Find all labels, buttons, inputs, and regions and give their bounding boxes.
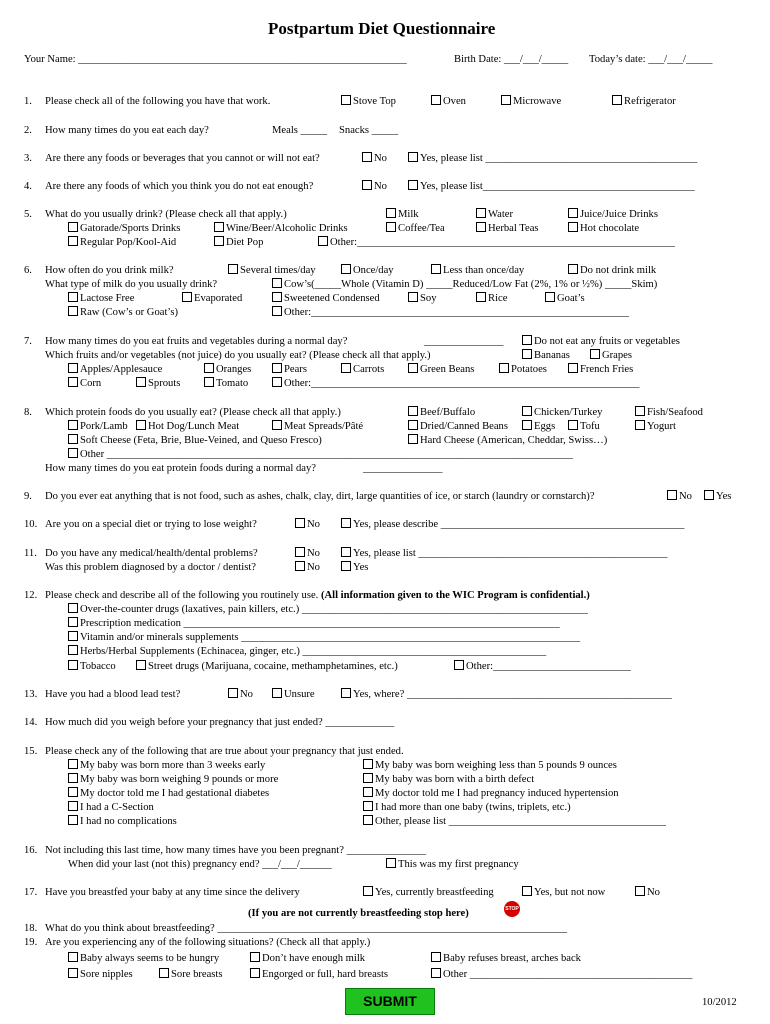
q17-yes-not-now-option[interactable]: Yes, but not now	[522, 886, 605, 899]
q8-howmany-text: How many times do you eat protein foods during a normal day?	[45, 463, 316, 474]
q13-text: Have you had a blood lead test?	[45, 689, 181, 700]
q16-number: 16.	[24, 845, 38, 856]
checkbox[interactable]	[363, 787, 373, 797]
q15-other-option[interactable]: Other, please list _________________________________________	[363, 815, 666, 828]
checkbox[interactable]	[408, 363, 418, 373]
checkbox[interactable]	[635, 406, 645, 416]
checkbox[interactable]	[363, 886, 373, 896]
q9-no-option[interactable]: No	[667, 490, 692, 503]
q11-number: 11.	[24, 548, 37, 559]
checkbox[interactable]	[214, 222, 224, 232]
q6-once-option[interactable]: Once/day	[341, 264, 394, 277]
checkbox[interactable]	[341, 518, 351, 528]
q8-hotdog-option[interactable]: Hot Dog/Lunch Meat	[136, 420, 239, 433]
q15-number: 15.	[24, 746, 38, 757]
q15-high-weight-option[interactable]: My baby was born weighing 9 pounds or more	[68, 773, 278, 786]
checkbox[interactable]	[522, 349, 532, 359]
q6-evaporated-option[interactable]: Evaporated	[182, 292, 242, 305]
checkbox[interactable]	[545, 292, 555, 302]
checkbox[interactable]	[568, 222, 578, 232]
q7-apples-option[interactable]: Apples/Applesauce	[68, 363, 162, 376]
checkbox[interactable]	[386, 858, 396, 868]
q6-text: How often do you drink milk?	[45, 265, 174, 276]
checkbox[interactable]	[408, 180, 418, 190]
checkbox[interactable]	[522, 406, 532, 416]
checkbox[interactable]	[68, 787, 78, 797]
q5-coffee-option[interactable]: Coffee/Tea	[386, 222, 445, 235]
q7-fries-option[interactable]: French Fries	[568, 363, 633, 376]
checkbox[interactable]	[363, 759, 373, 769]
checkbox[interactable]	[522, 886, 532, 896]
q10-text: Are you on a special diet or trying to lose weight?	[45, 519, 257, 530]
q1-oven-option[interactable]: Oven	[431, 95, 466, 108]
q7-donot-option[interactable]: Do not eat any fruits or vegetables	[522, 335, 680, 348]
q9-text: Do you ever eat anything that is not food, such as ashes, chalk, clay, dirt, large quantities of ice, or starch (laundry or cornstarch)?	[45, 491, 595, 502]
checkbox[interactable]	[363, 801, 373, 811]
checkbox[interactable]	[68, 968, 78, 978]
q13-no-option[interactable]: No	[228, 688, 253, 701]
submit-button[interactable]: SUBMIT	[345, 988, 435, 1015]
checkbox[interactable]	[68, 236, 78, 246]
q7-sprouts-option[interactable]: Sprouts	[136, 377, 180, 390]
q17-yes-current-option[interactable]: Yes, currently breastfeeding	[363, 886, 494, 899]
q6-number: 6.	[24, 265, 32, 276]
q4-text: Are there any foods of which you think you do not eat enough?	[45, 181, 314, 192]
q8-text: Which protein foods do you usually eat? (Please check all that apply.)	[45, 407, 341, 418]
checkbox[interactable]	[68, 801, 78, 811]
stop-sign-icon: STOP	[504, 901, 520, 917]
checkbox[interactable]	[295, 547, 305, 557]
q17-no-option[interactable]: No	[635, 886, 660, 899]
checkbox[interactable]	[408, 434, 418, 444]
checkbox[interactable]	[499, 363, 509, 373]
q3-yes-option[interactable]: Yes, please list ________________________________________	[408, 152, 697, 165]
q19-number: 19.	[24, 937, 38, 948]
checkbox[interactable]	[272, 363, 282, 373]
checkbox[interactable]	[318, 236, 328, 246]
q7-corn-option[interactable]: Corn	[68, 377, 101, 390]
q6-raw-option[interactable]: Raw (Cow’s or Goat’s)	[68, 306, 178, 319]
q7-potatoes-option[interactable]: Potatoes	[499, 363, 547, 376]
q15-low-weight-option[interactable]: My baby was born weighing less than 5 pounds 9 ounces	[363, 759, 617, 772]
checkbox[interactable]	[68, 952, 78, 962]
checkbox[interactable]	[635, 886, 645, 896]
checkbox[interactable]	[408, 420, 418, 430]
checkbox[interactable]	[228, 264, 238, 274]
q7-oranges-option[interactable]: Oranges	[204, 363, 251, 376]
q11-diag-no-option[interactable]: No	[295, 561, 320, 574]
q8-howmany-field[interactable]: _______________	[363, 463, 443, 474]
checkbox[interactable]	[431, 968, 441, 978]
q19-other-option[interactable]: Other __________________________________________	[431, 968, 692, 981]
q12-otc-option[interactable]: Over-the-counter drugs (laxatives, pain killers, etc.) ______________________________________________________	[68, 603, 588, 616]
name-field[interactable]: Your Name: ______________________________________________________________	[24, 54, 407, 65]
q19-sore-nipples-option[interactable]: Sore nipples	[68, 968, 133, 981]
q2-number: 2.	[24, 125, 32, 136]
q13-number: 13.	[24, 689, 38, 700]
q5-hot-chocolate-option[interactable]: Hot chocolate	[568, 222, 639, 235]
checkbox[interactable]	[68, 617, 78, 627]
q6-type-text: What type of milk do you usually drink?	[45, 279, 218, 290]
checkbox[interactable]	[635, 420, 645, 430]
q17-text: Have you breastfed your baby at any time since the delivery	[45, 887, 300, 898]
q15-hypertension-option[interactable]: My doctor told me I had pregnancy induced hypertension	[363, 787, 619, 800]
q1-refrigerator-option[interactable]: Refrigerator	[612, 95, 676, 108]
q5-milk-option[interactable]: Milk	[386, 208, 419, 221]
q7-carrots-option[interactable]: Carrots	[341, 363, 384, 376]
checkbox[interactable]	[476, 222, 486, 232]
q8-hard-cheese-option[interactable]: Hard Cheese (American, Cheddar, Swiss…)	[408, 434, 607, 447]
checkbox[interactable]	[250, 952, 260, 962]
checkbox[interactable]	[590, 349, 600, 359]
q8-soft-cheese-option[interactable]: Soft Cheese (Feta, Brie, Blue-Veined, and Queso Fresco)	[68, 434, 322, 447]
q17-number: 17.	[24, 887, 38, 898]
q3-text: Are there any foods or beverages that you cannot or will not eat?	[45, 153, 320, 164]
q18-number: 18.	[24, 923, 38, 934]
q8-dried-beans-option[interactable]: Dried/Canned Beans	[408, 420, 508, 433]
q19-not-enough-milk-option[interactable]: Don’t have enough milk	[250, 952, 365, 965]
q6-goat-option[interactable]: Goat’s	[545, 292, 585, 305]
checkbox[interactable]	[272, 420, 282, 430]
q6-lactose-option[interactable]: Lactose Free	[68, 292, 134, 305]
q4-yes-option[interactable]: Yes, please list________________________________________	[408, 180, 695, 193]
checkbox[interactable]	[204, 363, 214, 373]
q15-birth-defect-option[interactable]: My baby was born with a birth defect	[363, 773, 534, 786]
q3-no-option[interactable]: No	[362, 152, 387, 165]
q10-no-option[interactable]: No	[295, 518, 320, 531]
q7-text: How many times do you eat fruits and vegetables during a normal day?	[45, 336, 348, 347]
checkbox[interactable]	[362, 180, 372, 190]
checkbox[interactable]	[272, 377, 282, 387]
q18-text[interactable]: What do you think about breastfeeding? __________________________________________________________________	[45, 923, 567, 934]
checkbox[interactable]	[568, 420, 578, 430]
checkbox[interactable]	[68, 448, 78, 458]
q5-wine-option[interactable]: Wine/Beer/Alcoholic Drinks	[214, 222, 348, 235]
q6-less-option[interactable]: Less than once/day	[431, 264, 524, 277]
q14-number: 14.	[24, 717, 38, 728]
checkbox[interactable]	[704, 490, 714, 500]
q6-several-option[interactable]: Several times/day	[228, 264, 316, 277]
todays-date-field[interactable]: Today’s date: ___/___/_____	[589, 54, 713, 65]
q8-eggs-option[interactable]: Eggs	[522, 420, 555, 433]
q19-engorged-option[interactable]: Engorged or full, hard breasts	[250, 968, 388, 981]
q6-other-option[interactable]: Other:____________________________________________________________	[272, 306, 629, 319]
q5-water-option[interactable]: Water	[476, 208, 513, 221]
q6-sweetened-option[interactable]: Sweetened Condensed	[272, 292, 380, 305]
checkbox[interactable]	[476, 292, 486, 302]
checkbox[interactable]	[408, 152, 418, 162]
q5-diet-pop-option[interactable]: Diet Pop	[214, 236, 263, 249]
q7-pears-option[interactable]: Pears	[272, 363, 307, 376]
checkbox[interactable]	[612, 95, 622, 105]
confidential-note: (All information given to the WIC Program is confidential.)	[320, 590, 590, 601]
checkbox[interactable]	[431, 952, 441, 962]
q10-yes-option[interactable]: Yes, please describe ______________________________________________	[341, 518, 684, 531]
checkbox[interactable]	[68, 773, 78, 783]
checkbox[interactable]	[341, 561, 351, 571]
q19-hungry-option[interactable]: Baby always seems to be hungry	[68, 952, 219, 965]
page-title: Postpartum Diet Questionnaire	[268, 19, 496, 38]
q5-gatorade-option[interactable]: Gatorade/Sports Drinks	[68, 222, 180, 235]
q8-pork-option[interactable]: Pork/Lamb	[68, 420, 128, 433]
q1-text: Please check all of the following you have that work.	[45, 96, 271, 107]
checkbox[interactable]	[341, 95, 351, 105]
q12-tobacco-option[interactable]: Tobacco	[68, 660, 116, 673]
q8-chicken-option[interactable]: Chicken/Turkey	[522, 406, 602, 419]
q12-rx-option[interactable]: Prescription medication _______________________________________________________________________	[68, 617, 560, 630]
checkbox[interactable]	[667, 490, 677, 500]
checkbox[interactable]	[228, 688, 238, 698]
q5-number: 5.	[24, 209, 32, 220]
checkbox[interactable]	[522, 420, 532, 430]
q15-early-option[interactable]: My baby was born more than 3 weeks early	[68, 759, 265, 772]
q10-number: 10.	[24, 519, 38, 530]
checkbox[interactable]	[362, 152, 372, 162]
q19-refuses-breast-option[interactable]: Baby refuses breast, arches back	[431, 952, 581, 965]
q15-csection-option[interactable]: I had a C-Section	[68, 801, 154, 814]
q11-no-option[interactable]: No	[295, 547, 320, 560]
q8-fish-option[interactable]: Fish/Seafood	[635, 406, 703, 419]
checkbox[interactable]	[522, 335, 532, 345]
q6-soy-option[interactable]: Soy	[408, 292, 437, 305]
checkbox[interactable]	[68, 292, 78, 302]
checkbox[interactable]	[363, 815, 373, 825]
checkbox[interactable]	[68, 363, 78, 373]
checkbox[interactable]	[68, 660, 78, 670]
checkbox[interactable]	[68, 377, 78, 387]
checkbox[interactable]	[68, 759, 78, 769]
checkbox[interactable]	[182, 292, 192, 302]
checkbox[interactable]	[272, 278, 282, 288]
checkbox[interactable]	[68, 603, 78, 613]
q9-yes-option[interactable]: Yes	[704, 490, 731, 503]
checkbox[interactable]	[204, 377, 214, 387]
checkbox[interactable]	[214, 236, 224, 246]
q1-stove-top-option[interactable]: Stove Top	[341, 95, 396, 108]
q8-number: 8.	[24, 407, 32, 418]
q15-text: Please check any of the following that are true about your pregnancy that just ended.	[45, 746, 404, 757]
q7-other-option[interactable]: Other:______________________________________________________________	[272, 377, 639, 390]
q13-unsure-option[interactable]: Unsure	[272, 688, 315, 701]
q19-text: Are you experiencing any of the following situations? (Check all that apply.)	[45, 937, 371, 948]
checkbox[interactable]	[363, 773, 373, 783]
checkbox[interactable]	[454, 660, 464, 670]
q3-number: 3.	[24, 153, 32, 164]
checkbox[interactable]	[68, 420, 78, 430]
checkbox[interactable]	[250, 968, 260, 978]
q16-text[interactable]: Not including this last time, how many times have you been pregnant? _______________	[45, 845, 427, 856]
q17-stop-note: (If you are not currently breastfeeding stop here)	[248, 908, 469, 919]
checkbox[interactable]	[68, 306, 78, 316]
q2-text: How many times do you eat each day?	[45, 125, 209, 136]
checkbox[interactable]	[68, 434, 78, 444]
q11-yes-option[interactable]: Yes, please list _______________________________________________	[341, 547, 667, 560]
q16-when-field[interactable]: When did your last (not this) pregnancy end? ___/___/______	[68, 859, 332, 870]
q8-beef-option[interactable]: Beef/Buffalo	[408, 406, 475, 419]
q5-pop-option[interactable]: Regular Pop/Kool-Aid	[68, 236, 176, 249]
checkbox[interactable]	[272, 292, 282, 302]
q1-microwave-option[interactable]: Microwave	[501, 95, 561, 108]
checkbox[interactable]	[431, 264, 441, 274]
q8-tofu-option[interactable]: Tofu	[568, 420, 600, 433]
checkbox[interactable]	[408, 292, 418, 302]
q7-green-beans-option[interactable]: Green Beans	[408, 363, 474, 376]
q6-rice-option[interactable]: Rice	[476, 292, 507, 305]
q12-vitamin-option[interactable]: Vitamin and/or minerals supplements ________________________________________________________________	[68, 631, 580, 644]
q15-diabetes-option[interactable]: My doctor told me I had gestational diabetes	[68, 787, 269, 800]
q15-no-complications-option[interactable]: I had no complications	[68, 815, 177, 828]
q8-other-option[interactable]: Other ________________________________________________________________________________________	[68, 448, 573, 461]
q6-donot-option[interactable]: Do not drink milk	[568, 264, 656, 277]
q7-times-field[interactable]: _______________	[424, 336, 504, 347]
q7-number: 7.	[24, 336, 32, 347]
q12-herbs-option[interactable]: Herbs/Herbal Supplements (Echinacea, ginger, etc.) ______________________________________________	[68, 645, 546, 658]
checkbox[interactable]	[136, 420, 146, 430]
q9-number: 9.	[24, 491, 32, 502]
checkbox[interactable]	[386, 208, 396, 218]
q5-juice-option[interactable]: Juice/Juice Drinks	[568, 208, 658, 221]
q16-first-option[interactable]: This was my first pregnancy	[386, 858, 519, 871]
checkbox[interactable]	[295, 561, 305, 571]
birth-date-field[interactable]: Birth Date: ___/___/_____	[454, 54, 569, 65]
q12-other-option[interactable]: Other:__________________________	[454, 660, 631, 673]
q7-bananas-option[interactable]: Bananas	[522, 349, 570, 362]
q19-sore-breasts-option[interactable]: Sore breasts	[159, 968, 222, 981]
q13-yes-option[interactable]: Yes, where? __________________________________________________	[341, 688, 672, 701]
checkbox[interactable]	[136, 660, 146, 670]
q7-grapes-option[interactable]: Grapes	[590, 349, 632, 362]
q1-number: 1.	[24, 96, 32, 107]
q12-number: 12.	[24, 590, 38, 601]
q15-multiple-option[interactable]: I had more than one baby (twins, triplets, etc.)	[363, 801, 571, 814]
checkbox[interactable]	[386, 222, 396, 232]
checkbox[interactable]	[159, 968, 169, 978]
checkbox[interactable]	[68, 815, 78, 825]
checkbox[interactable]	[568, 264, 578, 274]
q7-which-text: Which fruits and/or vegetables (not juice) do you usually eat? (Please check all that apply.)	[45, 350, 431, 361]
checkbox[interactable]	[341, 688, 351, 698]
q8-yogurt-option[interactable]: Yogurt	[635, 420, 676, 433]
checkbox[interactable]	[136, 377, 146, 387]
q2-meals-field[interactable]: Meals _____	[272, 125, 328, 136]
checkbox[interactable]	[68, 222, 78, 232]
q7-tomato-option[interactable]: Tomato	[204, 377, 248, 390]
checkbox[interactable]	[295, 518, 305, 528]
q4-number: 4.	[24, 181, 32, 192]
q2-snacks-field[interactable]: Snacks _____	[339, 125, 399, 136]
checkbox[interactable]	[501, 95, 511, 105]
checkbox[interactable]	[272, 306, 282, 316]
q11-diag-text: Was this problem diagnosed by a doctor / dentist?	[45, 562, 256, 573]
checkbox[interactable]	[431, 95, 441, 105]
q5-text: What do you usually drink? (Please check all that apply.)	[45, 209, 287, 220]
checkbox[interactable]	[341, 363, 351, 373]
form-revision-date: 10/2012	[702, 997, 737, 1008]
q12-text: Please check and describe all of the following you routinely use. (All information given to the WIC Program is confidential.)	[45, 590, 590, 601]
checkbox[interactable]	[68, 645, 78, 655]
q12-street-drugs-option[interactable]: Street drugs (Marijuana, cocaine, methamphetamines, etc.)	[136, 660, 398, 673]
q11-diag-yes-option[interactable]: Yes	[341, 561, 368, 574]
checkbox[interactable]	[476, 208, 486, 218]
checkbox[interactable]	[272, 688, 282, 698]
q14-text[interactable]: How much did you weigh before your pregnancy that just ended? _____________	[45, 717, 395, 728]
checkbox[interactable]	[68, 631, 78, 641]
checkbox[interactable]	[568, 208, 578, 218]
checkbox[interactable]	[341, 547, 351, 557]
q11-text: Do you have any medical/health/dental problems?	[45, 548, 258, 559]
checkbox[interactable]	[568, 363, 578, 373]
checkbox[interactable]	[341, 264, 351, 274]
q8-spreads-option[interactable]: Meat Spreads/Pâté	[272, 420, 363, 433]
checkbox[interactable]	[408, 406, 418, 416]
q5-other-option[interactable]: Other:____________________________________________________________	[318, 236, 675, 249]
q4-no-option[interactable]: No	[362, 180, 387, 193]
q6-cows-option[interactable]: Cow’s(_____Whole (Vitamin D) _____Reduced/Low Fat (2%, 1% or ½%) _____Skim)	[272, 278, 657, 291]
q5-herbal-option[interactable]: Herbal Teas	[476, 222, 539, 235]
